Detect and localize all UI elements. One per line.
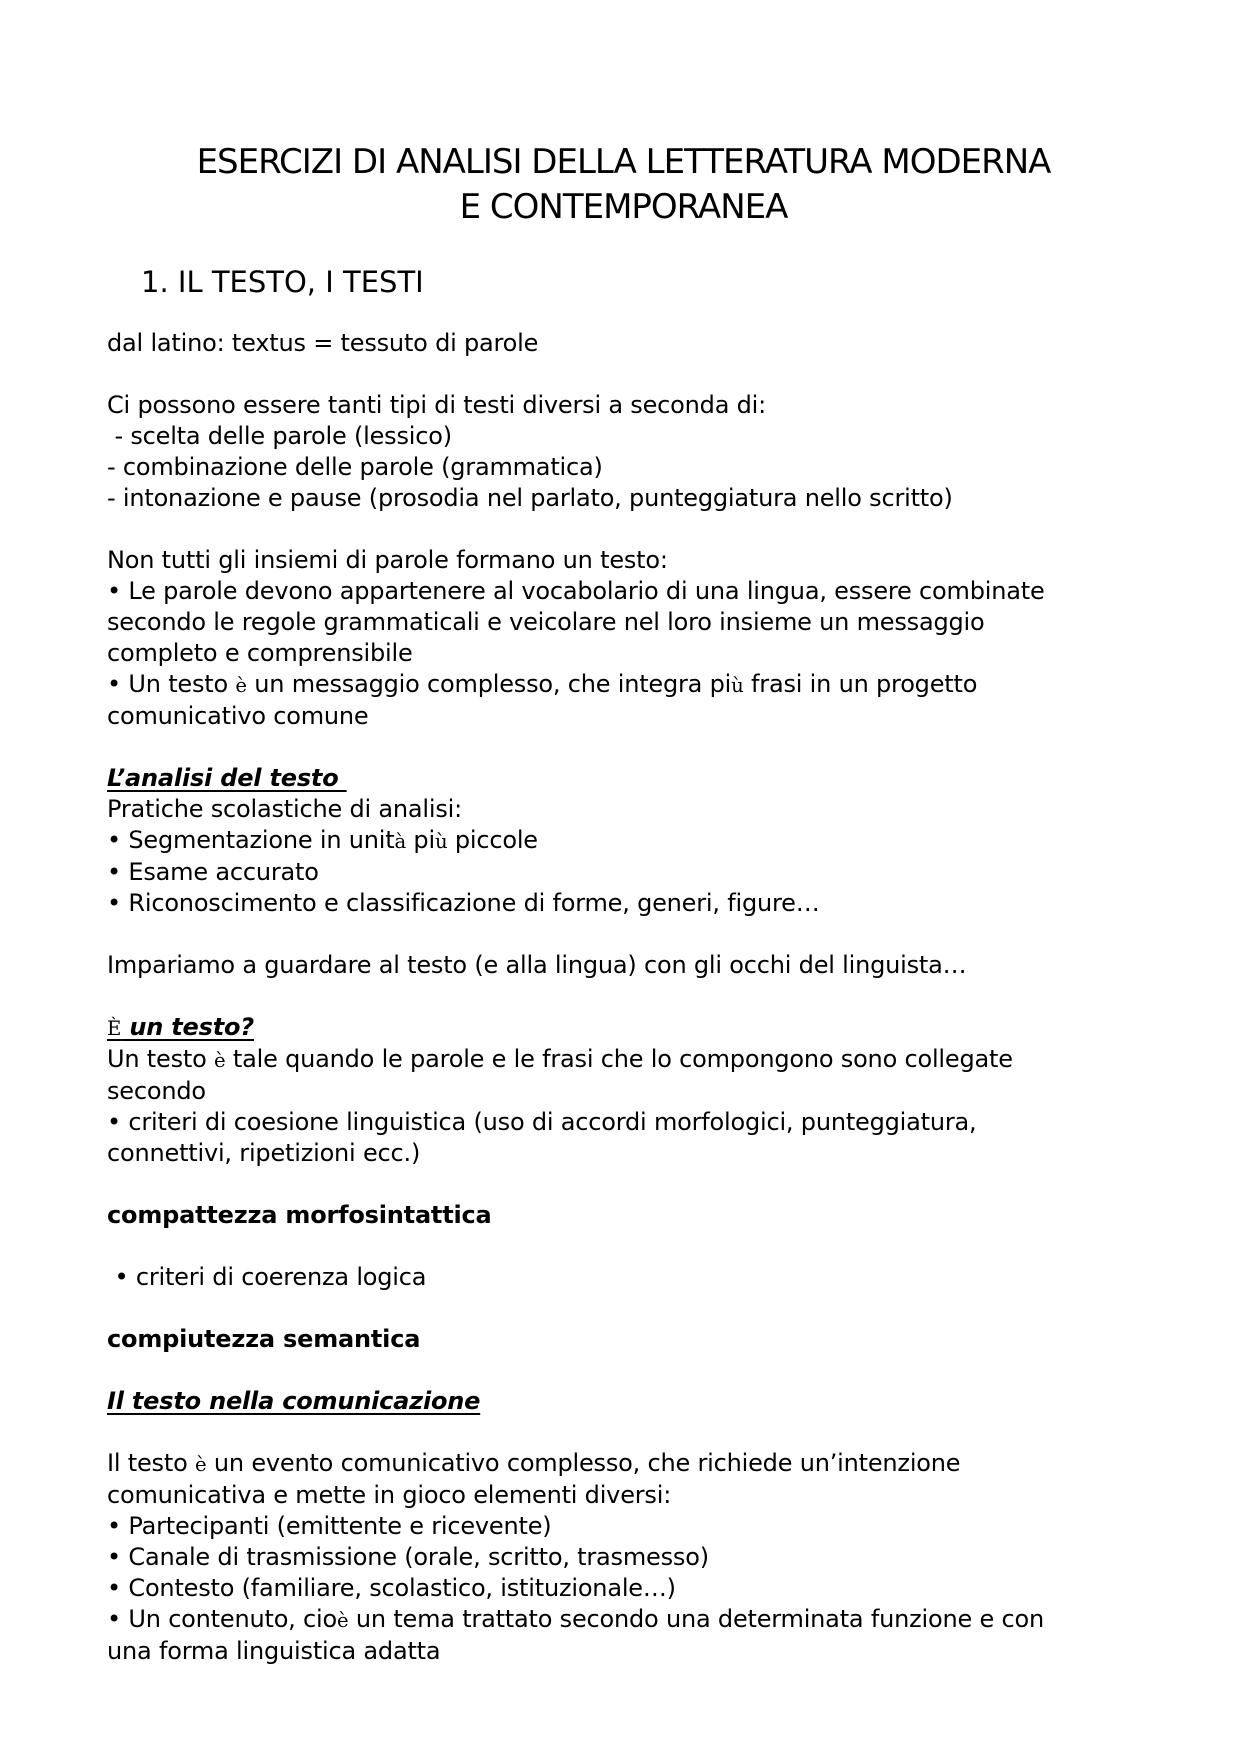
text-line: • Riconoscimento e classificazione di forme, generi, figure… [107, 889, 820, 917]
subheading-underlined: L’analisi del testo [107, 764, 347, 792]
blank-line [107, 1231, 1140, 1262]
text-line: - scelta delle parole (lessico) [107, 422, 452, 450]
document-title-line-1: ESERCIZI DI ANALISI DELLA LETTERATURA MODERNA [196, 142, 1051, 182]
text-line: • Un testo è un messaggio complesso, che integra più frasi in un progetto [107, 670, 978, 698]
text-line: • Un contenuto, cioè un tema trattato secondo una determinata funzione e con [107, 1605, 1044, 1633]
text-line: dal latino: textus = tessuto di parole [107, 329, 539, 357]
bold-subheading: compiutezza semantica [107, 1325, 421, 1353]
substituted-accent-glyph: è [194, 1453, 207, 1476]
text-line: comunicativa e mette in gioco elementi diversi: [107, 1481, 672, 1509]
text-line: Un testo è tale quando le parole e le frasi che lo compongono sono collegate [107, 1045, 1013, 1073]
blank-line [107, 1293, 1140, 1324]
text-line: una forma linguistica adatta [107, 1637, 441, 1665]
substituted-accent-glyph: ù [434, 830, 448, 853]
text-line: comunicativo comune [107, 702, 369, 730]
blank-line [107, 359, 1140, 390]
blank-line [107, 919, 1140, 950]
section-heading: 1. IL TESTO, I TESTI [141, 265, 424, 299]
text-line: connettivi, ripetizioni ecc.) [107, 1139, 421, 1167]
text-line: Non tutti gli insiemi di parole formano un testo: [107, 546, 668, 574]
text-line: Il testo è un evento comunicativo complesso, che richiede un’intenzione [107, 1449, 961, 1477]
text-line: completo e comprensibile [107, 639, 413, 667]
text-line: • Contesto (familiare, scolastico, istituzionale…) [107, 1574, 676, 1602]
substituted-accent-glyph: È [107, 1017, 122, 1040]
text-line: • Esame accurato [107, 858, 319, 886]
text-line: secondo [107, 1077, 206, 1105]
substituted-accent-glyph: è [336, 1609, 349, 1632]
text-line: Ci possono essere tanti tipi di testi diversi a seconda di: [107, 391, 767, 419]
bold-subheading: compattezza morfosintattica [107, 1201, 492, 1229]
text-line: • criteri di coesione linguistica (uso di accordi morfologici, punteggiatura, [107, 1108, 977, 1136]
text-line: secondo le regole grammaticali e veicolare nel loro insieme un messaggio [107, 608, 985, 636]
text-line: • Segmentazione in unità più piccole [107, 826, 538, 854]
text-line: - combinazione delle parole (grammatica) [107, 453, 603, 481]
text-line: - intonazione e pause (prosodia nel parlato, punteggiatura nello scritto) [107, 484, 953, 512]
text-line: • Canale di trasmissione (orale, scritto, trasmesso) [107, 1543, 709, 1571]
blank-line [107, 514, 1140, 545]
text-line: • Partecipanti (emittente e ricevente) [107, 1512, 552, 1540]
substituted-accent-glyph: è [235, 674, 247, 697]
document-title-line-2: E CONTEMPORANEA [459, 187, 788, 227]
subheading-underlined: È un testo? [107, 1013, 254, 1041]
blank-line [107, 981, 1140, 1012]
substituted-accent-glyph: ù [731, 674, 744, 697]
blank-line [107, 1169, 1140, 1200]
blank-line [107, 1417, 1140, 1448]
document-title [107, 140, 1140, 230]
blank-line [107, 1355, 1140, 1386]
substituted-accent-glyph: è [214, 1049, 226, 1072]
subheading-underlined: Il testo nella comunicazione [107, 1387, 481, 1415]
text-line: Pratiche scolastiche di analisi: [107, 795, 462, 823]
text-line: • Le parole devono appartenere al vocabolario di una lingua, essere combinate [107, 577, 1045, 605]
text-line: • criteri di coerenza logica [107, 1263, 427, 1291]
text-line: Impariamo a guardare al testo (e alla lingua) con gli occhi del linguista… [107, 951, 967, 979]
blank-line [107, 732, 1140, 763]
substituted-accent-glyph: à [394, 830, 406, 853]
body-lines [107, 328, 1140, 1667]
